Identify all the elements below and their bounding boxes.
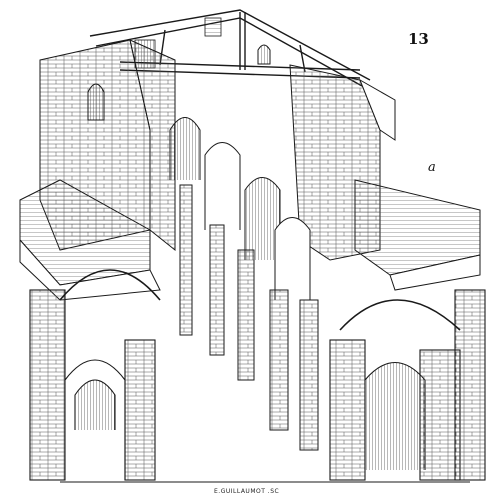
- artist-signature: E.GUILLAUMOT .SC: [214, 488, 280, 495]
- right-aisle-roof: [355, 180, 480, 290]
- left-aisle-arcade: [30, 270, 160, 480]
- right-aisle-arcade: [330, 290, 485, 480]
- corner-mark: a: [428, 160, 436, 175]
- plate-number: 13: [408, 30, 429, 48]
